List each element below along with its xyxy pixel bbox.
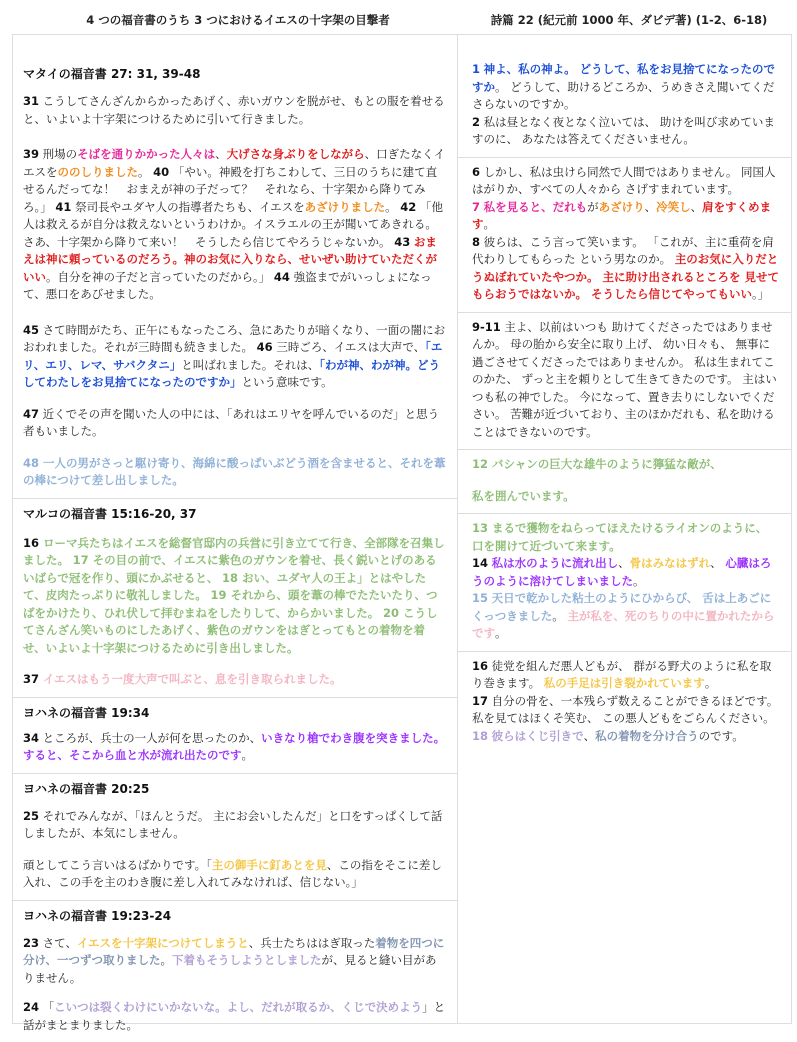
psalm-cell: [458, 35, 791, 158]
verse: 37 イエスはもう一度大声で叫ぶと、息を引き取られました。: [23, 671, 447, 689]
verse: 39 刑場のそばを通りかかった人々は、大げさな身ぶりをしながら、口ぎたなくイエスをののしりました。 40 「やい。神殿を打ちこわして、三日のうちに建て直せるんだってな！ おまえが神の子だって？ それなら、十字架から降りてみろ。」 41 祭司長やユダヤ人の指導者たちも、イエスをあざけりました。 42 「他人は救えるが自分は救えないというわけか。イスラエルの王が聞いてあきれる。さあ、十字架から降りて来い！ そうしたら信じてやろうじゃないか。 43 おまえは神に頼っているのだろう。神のお気に入りなら、せいぜい助けていただくがいい。自分を神の子だと言っていたのだから。」 44 強盗までがいっしょになって、悪口をあびせました。: [23, 146, 447, 304]
john-19-34-section: [13, 698, 457, 774]
right-column-heading: 詩篇 22 (紀元前 1000 年、ダビデ著) (1-2、6-18): [474, 12, 784, 28]
verse: 6 しかし、私は虫けら同然で人間ではありません。 同国人はがりか、すべての人々から さげすまれています。: [472, 164, 781, 199]
john-19-23-section: [13, 901, 457, 1042]
psalm-cell: [458, 158, 791, 313]
verse: 2 私は昼となく夜となく泣いては、 助けを叫び求めていますのに、 あなたは答えてくださいません。: [472, 114, 781, 149]
psalm-column: [458, 34, 792, 1024]
left-column-heading: 4 つの福音書のうち 3 つにおけるイエスの十字架の目撃者: [18, 12, 458, 28]
psalm-cell: [458, 313, 791, 451]
verse: 16 徒党を組んだ悪人どもが、 群がる野犬のように私を取り巻きます。 私の手足は引き裂かれています。: [472, 658, 781, 693]
verse: 25 それでみんなが、「ほんとうだ。 主にお会いしたんだ」と口をすっぱくして話しましたが、本気にしません。: [23, 808, 447, 843]
psalm-cell: [458, 652, 791, 754]
gospels-column: [12, 34, 458, 1024]
verse: 13 まるで獲物をねらってほえたけるライオンのように、 口を開けて近づいて来ます。: [472, 520, 781, 555]
verse: 1 神よ、私の神よ。 どうして、私をお見捨てになったのですか。 どうして、助けるどころか、うめきさえ聞いてくださらないのですか。: [472, 61, 781, 114]
header-row: [0, 12, 797, 32]
john-20-25-section: [13, 774, 457, 901]
matthew-section: [13, 35, 457, 499]
verse: 8 彼らは、こう言って笑います。 「これが、主に重荷を肩代わりしてもらった という男なのか。 主のお気に入りだとうぬぼれていたやつか。 主に助け出されるところを 見せてもらおうではないか。 そうしたら信じてやってもいい。」: [472, 234, 781, 304]
verse: 私を囲んでいます。: [472, 488, 781, 506]
verse: 34 ところが、兵士の一人が何を思ったのか、いきなり槍でわき腹を突きました。すると、そこから血と水が流れ出たのです。: [23, 730, 447, 765]
verse: 48 一人の男がさっと駆け寄り、海綿に酸っぱいぶどう酒を含ませると、それを葦の棒につけて差し出しました。: [23, 455, 447, 490]
section-title: ヨハネの福音書 20:25: [23, 780, 447, 798]
verse: 9-11 主よ、以前はいつも 助けてくださったではありませんか。 母の胎から安全に取り上げ、 幼い日々も、 無事に過ごさせてくださったではありませんか。 私は生まれてこのかた、 ずっと主を頼りとして生きてきたのです。 主はいつも私の神でした。 今になって、置き去りにしないでください。 苦難が近づいており、主のほかだれも、私を助けることはできないのです。: [472, 319, 781, 442]
verse: 頑としてこう言いはるばかりです。「主の御手に釘あとを見、この指をそこに差し入れ、この手を主のわき腹に差し入れてみなければ、信じない。」: [23, 857, 447, 892]
mark-section: [13, 499, 457, 698]
verse: 15 天日で乾かした粘土のようにひからび、 舌は上あごにくっつきました。 主が私を、死のちりの中に置かれたからです。: [472, 590, 781, 643]
verse: 14 私は水のように流れ出し、骨はみなはずれ、 心臓はろうのように溶けてしまいました。: [472, 555, 781, 590]
verse: 47 近くでその声を聞いた人の中には、「あれはエリヤを呼んでいるのだ」と思う者もいました。: [23, 406, 447, 441]
verse: 16 ローマ兵たちはイエスを総督官邸内の兵営に引き立てて行き、全部隊を召集しました。 17 その目の前で、イエスに紫色のガウンを着せ、長く鋭いとげのあるいばらで冠を作り、頭にかぶせると、 18 おい、ユダヤ人の王よ」とはやしたて、皮肉たっぷりに敬礼しました。 19 それから、頭を葦の棒でたたいたり、つばをかけたり、ひれ伏して拝むまねをしたりして、からかいました。 20 こうしてさんざん笑いものにしたあげく、紫色のガウンをはぎとってもとの着物を着せ、いよいよ十字架につけるために引き出しました。: [23, 535, 447, 658]
verse: 7 私を見ると、だれもがあざけり、冷笑し、肩をすくめます。: [472, 199, 781, 234]
section-title: マルコの福音書 15:16-20, 37: [23, 505, 447, 523]
psalm-cell: [458, 514, 791, 652]
verse: 31 こうしてさんざんからかったあげく、赤いガウンを脱がせ、もとの服を着せると、いよいよ十字架につけるために引いて行きました。: [23, 93, 447, 128]
verse: 18 彼らはくじ引きで、私の着物を分け合うのです。: [472, 728, 781, 746]
verse: 45 さて時間がたち、正午にもなったころ、急にあたりが暗くなり、一面の闇におおわれました。それが三時間も続きました。 46 三時ごろ、イエスは大声で、「エリ、エリ、レマ、サバクタニ」と叫ばれました。それは、「わが神、わが神。どうしてわたしをお見捨てになったのですか」という意味です。: [23, 322, 447, 392]
section-title: ヨハネの福音書 19:23-24: [23, 907, 447, 925]
verse: 12 バシャンの巨大な雄牛のように獰猛な敵が、: [472, 456, 781, 474]
psalm-cell: [458, 450, 791, 514]
section-title: マタイの福音書 27: 31, 39-48: [23, 65, 447, 83]
section-title: ヨハネの福音書 19:34: [23, 704, 447, 722]
verse: 24 「こいつは裂くわけにいかないな。よし、だれが取るか、くじで決めよう」と話がまとまりました。: [23, 999, 447, 1034]
verse: 23 さて、イエスを十字架につけてしまうと、兵士たちははぎ取った着物を四つに分け、一つずつ取りました。下着もそうしようとしましたが、見ると縫い目がありません。: [23, 935, 447, 988]
verse: 17 自分の骨を、一本残らず数えることができるほどです。 私を見てはほくそ笑む、 この悪人どもをごらんください。: [472, 693, 781, 728]
